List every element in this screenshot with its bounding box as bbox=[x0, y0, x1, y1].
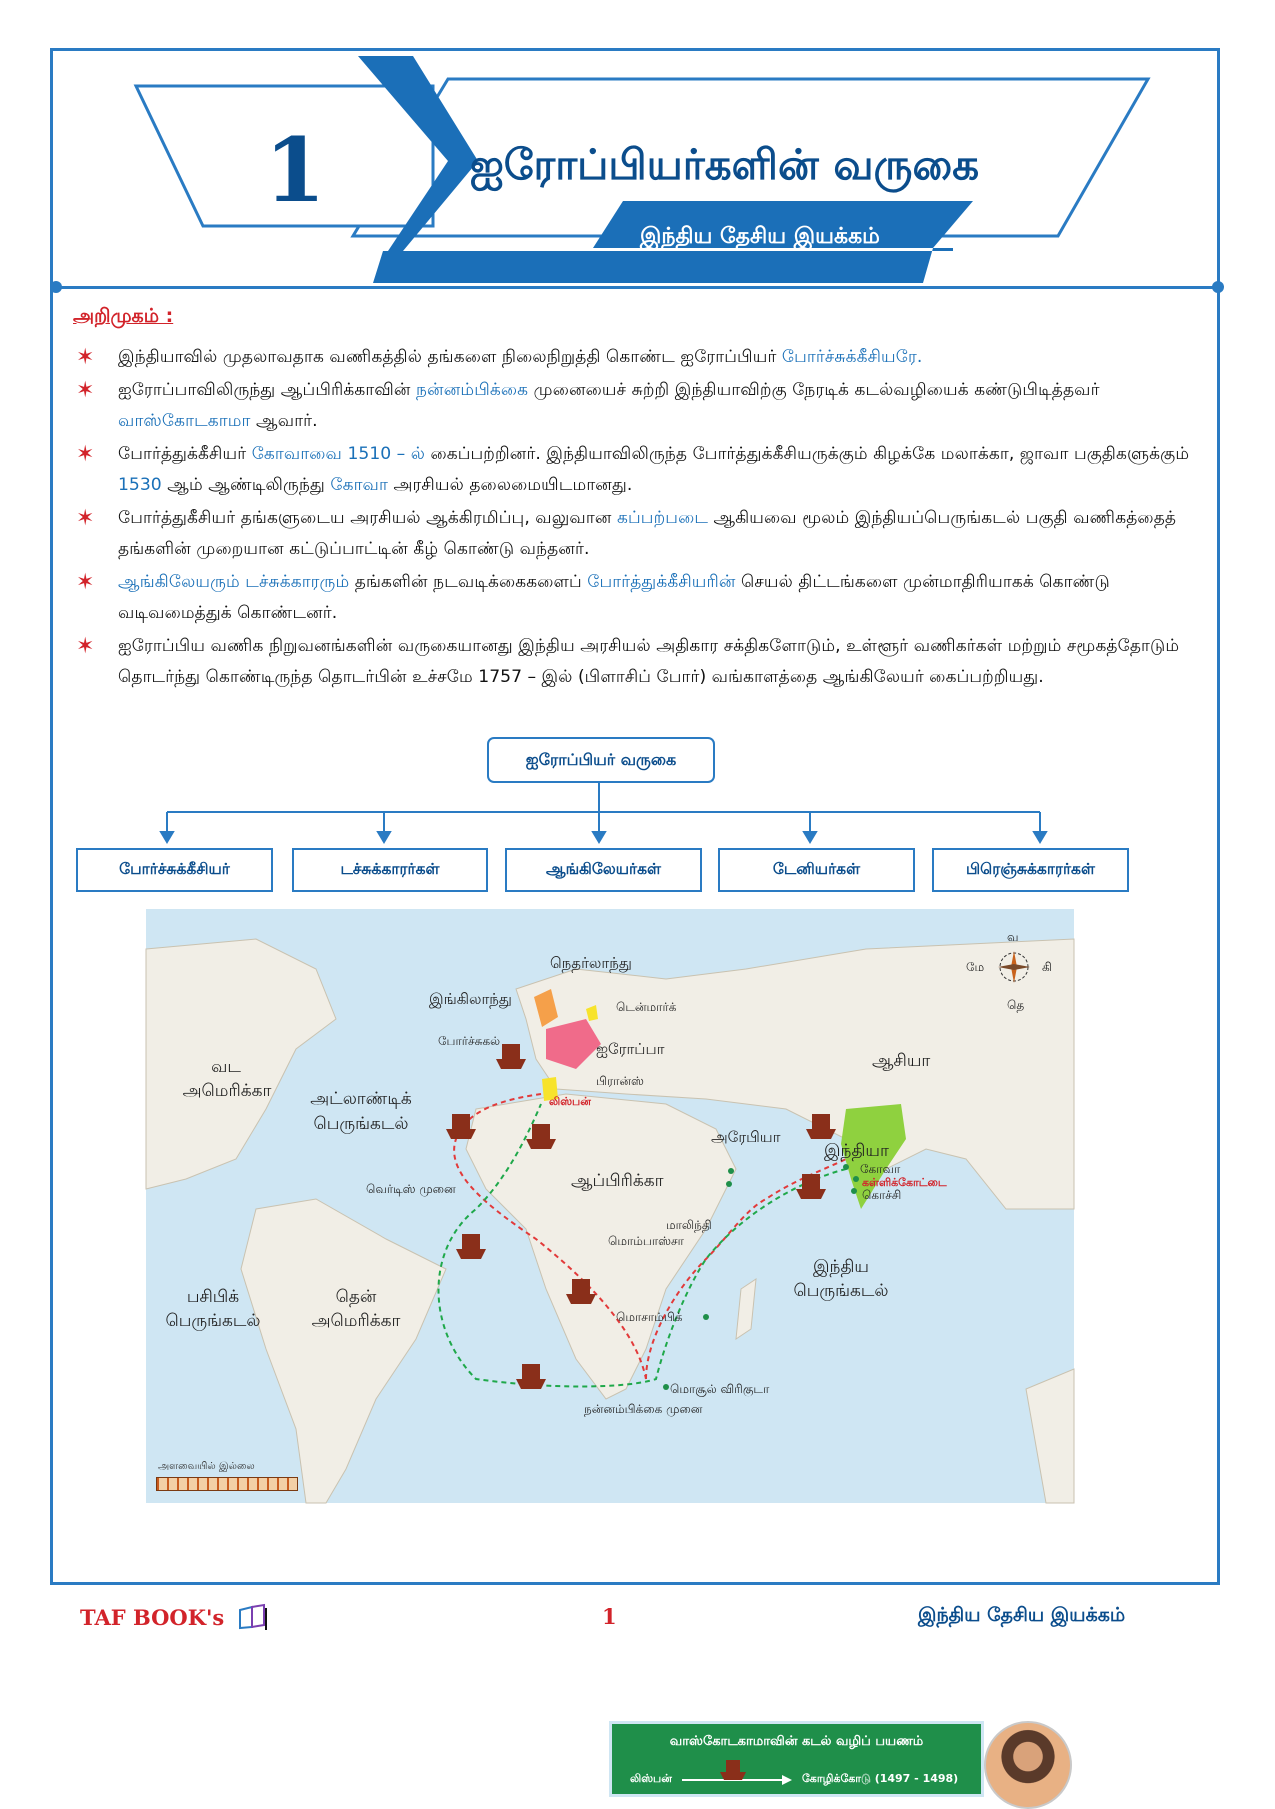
bullet-star-icon: ✶ bbox=[76, 634, 95, 659]
label-mozambique: மொசாம்பிக் bbox=[616, 1310, 683, 1324]
label-north-america-1: வட bbox=[211, 1057, 241, 1077]
tree-node-portuguese: போர்ச்சுக்கீசியர் bbox=[76, 848, 273, 892]
bullet-text: ஆகியவை மூலம் இந்தியப்பெருங்கடல் பகுதி வணிகத்தைத் தங்களின் முறையான கட்டுப்பாட்டின் கீழ் கொண்டு வந்தனர். bbox=[118, 508, 1177, 559]
not-to-scale-label: அளவையில் இல்லை bbox=[158, 1461, 255, 1472]
route-legend bbox=[609, 1721, 984, 1797]
highlighted-text: 1530 bbox=[118, 475, 162, 495]
book-icon bbox=[238, 1604, 268, 1635]
label-calicut: கள்ளிக்கோட்டை bbox=[862, 1176, 947, 1189]
footer-publisher-text: TAF BOOK's bbox=[80, 1605, 225, 1630]
chapter-number: 1 bbox=[264, 118, 326, 222]
highlighted-text: கோவாவை 1510 – ல் bbox=[251, 444, 425, 464]
bullet-text: செயல் திட்டங்களை முன்மாதிரியாகக் கொண்டு வடிவமைத்துக் கொண்டனர். bbox=[118, 572, 1110, 623]
bullet-text: இந்தியாவில் முதலாவதாக வணிகத்தில் தங்களை நிலைநிறுத்தி கொண்ட ஐரோப்பியர் bbox=[118, 347, 782, 367]
compass-south: தெ bbox=[1007, 998, 1025, 1012]
label-mombasa: மொம்பாஸ்சா bbox=[608, 1234, 684, 1248]
compass-west: மே bbox=[966, 960, 985, 974]
label-arabia: அரேபியா bbox=[711, 1128, 781, 1146]
legend-title: வாஸ்கோடகாமாவின் கடல் வழிப் பயணம் bbox=[669, 1734, 924, 1749]
bullet-text: தங்களின் நடவடிக்கைகளைப் bbox=[349, 572, 588, 592]
bullet-star-icon: ✶ bbox=[76, 442, 95, 467]
label-malindi: மாலிந்தி bbox=[666, 1218, 712, 1232]
legend-to: கோழிக்கோடு (1497 - 1498) bbox=[802, 1772, 959, 1785]
bullet-star-icon: ✶ bbox=[76, 345, 95, 370]
label-denmark: டென்மார்க் bbox=[616, 1000, 677, 1014]
label-indian-ocean-2: பெருங்கடல் bbox=[793, 1281, 889, 1301]
bullet-text: கைப்பற்றினர். இந்தியாவிலிருந்த போர்த்துக்கீசியருக்கும் கிழக்கே மலாக்கா, ஜாவா பகுதிகளுக்கும் bbox=[425, 444, 1190, 464]
highlighted-text: ஆங்கிலேயரும் டச்சுக்காரரும் bbox=[118, 572, 350, 592]
bullet-text: முனையைச் சுற்றி இந்தியாவிற்கு நேரடிக் கடல்வழியைக் கண்டுபிடித்தவர் bbox=[528, 380, 1100, 400]
label-lisbon: லிஸ்பன் bbox=[549, 1095, 591, 1108]
bullet-text: ஐரோப்பிய வணிக நிறுவனங்களின் வருகையானது இந்திய அரசியல் அதிகார சக்திகளோடும், உள்ளூர் வணிகர்கள் மற்றும் சமூகத்தோடும் தொடர்ந்து கொண்டிருந்த தொடர்பின் உச்சமே 1757 – இல் (பிளாசிப் போர்) வங்காளத்தை ஆங்கிலேயர் கைப்பற்றியது. bbox=[118, 636, 1180, 687]
label-mossel-bay: மொசூல் விரிகுடா bbox=[670, 1382, 770, 1396]
bullet-text: அரசியல் தலைமையிடமானது. bbox=[387, 475, 633, 495]
tree-node-dutch: டச்சுக்காரர்கள் bbox=[292, 848, 488, 892]
label-france: பிரான்ஸ் bbox=[596, 1074, 644, 1088]
bullet-text: போர்த்துக்கீசியர் bbox=[118, 444, 252, 464]
label-portugal: போர்ச்சுகல் bbox=[438, 1034, 501, 1048]
label-goa: கோவா bbox=[860, 1162, 901, 1176]
highlighted-text: நன்னம்பிக்கை bbox=[416, 380, 529, 400]
intro-heading: அறிமுகம் : bbox=[73, 305, 174, 327]
compass-east: கி bbox=[1042, 960, 1052, 974]
label-cochin: கொச்சி bbox=[862, 1188, 902, 1202]
legend-arrow-ship bbox=[682, 1758, 792, 1788]
highlighted-text: போர்த்துக்கீசியரின் bbox=[587, 572, 736, 592]
bullet-text: போர்த்துகீசியர் தங்களுடைய அரசியல் ஆக்கிரமிப்பு, வலுவான bbox=[118, 508, 617, 528]
tree-node-english: ஆங்கிலேயர்கள் bbox=[505, 848, 702, 892]
label-europe: ஐரோப்பா bbox=[596, 1040, 665, 1058]
label-england: இங்கிலாந்து bbox=[429, 990, 512, 1008]
bullet-text: ஐரோப்பாவிலிருந்து ஆப்பிரிக்காவின் bbox=[118, 380, 417, 400]
highlighted-text: வாஸ்கோடகாமா bbox=[118, 411, 251, 431]
chapter-subtitle: இந்திய தேசிய இயக்கம் bbox=[640, 223, 880, 249]
label-indian-ocean-1: இந்திய bbox=[813, 1257, 869, 1277]
label-south-america-1: தென் bbox=[335, 1287, 377, 1307]
vasco-da-gama-portrait bbox=[984, 1721, 1072, 1809]
label-cape-verde: வெர்டிஸ் முனை bbox=[366, 1182, 456, 1196]
tree-root: ஐரோப்பியர் வருகை bbox=[487, 737, 715, 783]
footer-subject: இந்திய தேசிய இயக்கம் bbox=[918, 1604, 1126, 1626]
chapter-title: ஐரோப்பியர்களின் வருகை bbox=[470, 140, 980, 189]
label-india: இந்தியா bbox=[824, 1141, 889, 1161]
bullet-star-icon: ✶ bbox=[76, 378, 95, 403]
page-number: 1 bbox=[602, 1604, 617, 1629]
label-pacific-1: பசிபிக் bbox=[186, 1287, 240, 1307]
tree-node-french: பிரெஞ்சுக்காரர்கள் bbox=[932, 848, 1129, 892]
label-pacific-2: பெருங்கடல் bbox=[165, 1311, 261, 1331]
label-atlantic-1: அட்லாண்டிக் bbox=[310, 1089, 412, 1109]
bullet-star-icon: ✶ bbox=[76, 506, 95, 531]
highlighted-text: கோவா bbox=[330, 475, 388, 495]
label-good-hope: நன்னம்பிக்கை முனை bbox=[584, 1402, 703, 1416]
bullet-star-icon: ✶ bbox=[76, 570, 95, 595]
label-atlantic-2: பெருங்கடல் bbox=[313, 1114, 409, 1134]
label-north-america-2: அமெரிக்கா bbox=[182, 1081, 272, 1101]
label-asia: ஆசியா bbox=[872, 1051, 931, 1071]
scale-ruler bbox=[156, 1477, 298, 1491]
highlighted-text: கப்பற்படை bbox=[617, 508, 709, 528]
tree-node-danish: டேனியர்கள் bbox=[718, 848, 915, 892]
label-south-america-2: அமெரிக்கா bbox=[311, 1311, 401, 1331]
bullet-text: ஆம் ஆண்டிலிருந்து bbox=[161, 475, 331, 495]
label-africa: ஆப்பிரிக்கா bbox=[571, 1171, 664, 1191]
label-netherlands: நெதர்லாந்து bbox=[550, 954, 632, 972]
legend-from: லிஸ்பன் bbox=[630, 1772, 672, 1785]
footer-publisher bbox=[80, 1604, 268, 1635]
compass-north: வ bbox=[1007, 930, 1019, 944]
highlighted-text: போர்ச்சுக்கீசியரே. bbox=[781, 347, 923, 367]
bullet-text: ஆவார். bbox=[250, 411, 318, 431]
